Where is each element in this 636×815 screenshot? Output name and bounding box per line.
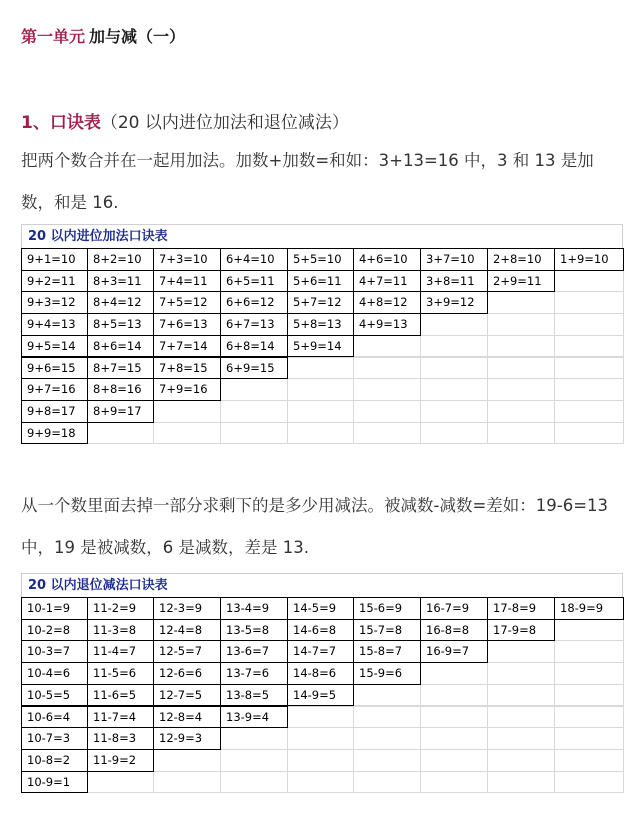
subtraction-formula-empty-cell [220,771,288,794]
addition-formula-empty-cell [287,422,354,445]
unit-heading [21,24,185,47]
addition-formula-empty-cell [153,400,221,423]
subtraction-formula-empty-cell [487,706,555,729]
subtraction-formula-cell: 13-7=6 [220,662,288,685]
subtraction-formula-cell: 14-9=5 [287,684,354,707]
addition-formula-empty-cell [554,335,624,358]
addition-formula-cell: 9+5=14 [21,335,88,358]
subtraction-formula-cell: 17-8=9 [487,597,555,620]
subtraction-formula-cell: 15-8=7 [353,640,421,663]
subtraction-formula-cell: 15-6=9 [353,597,421,620]
subtraction-formula-empty-cell [554,662,624,685]
subtraction-formula-cell: 10-1=9 [21,597,88,620]
subtraction-formula-empty-cell [353,749,421,772]
addition-formula-empty-cell [487,313,555,336]
addition-formula-empty-cell [420,422,488,445]
subtraction-formula-cell: 15-9=6 [353,662,421,685]
addition-formula-empty-cell [554,378,624,401]
addition-formula-empty-cell [487,400,555,423]
subtraction-formula-empty-cell [554,684,624,707]
subtraction-formula-cell: 12-6=6 [153,662,221,685]
subtraction-formula-cell: 13-9=4 [220,706,288,729]
addition-formula-cell: 8+8=16 [87,378,154,401]
subtraction-formula-empty-cell [487,640,555,663]
subtraction-formula-empty-cell [420,771,488,794]
subtraction-explanation: 从一个数里面去掉一部分求剩下的是多少用减法。被减数-减数=差如：19-6=13 中，19 是被减数，6 是减数，差是 13. [21,496,609,557]
subtraction-formula-empty-cell [487,771,555,794]
subtraction-formula-cell: 16-8=8 [420,619,488,642]
subtraction-formula-cell: 12-7=5 [153,684,221,707]
subtraction-formula-cell: 13-6=7 [220,640,288,663]
addition-formula-cell: 2+9=11 [487,270,555,293]
addition-formula-empty-cell [487,422,555,445]
subtraction-formula-cell: 11-8=3 [87,727,154,750]
addition-formula-empty-cell [554,422,624,445]
subtraction-formula-empty-cell [353,684,421,707]
addition-formula-cell: 2+8=10 [487,248,555,271]
addition-formula-cell: 8+6=14 [87,335,154,358]
section-title-sub: （20 以内进位加法和退位减法） [100,113,349,133]
subtraction-formula-cell: 11-3=8 [87,619,154,642]
addition-formula-empty-cell [487,357,555,380]
subtraction-formula-empty-cell [420,727,488,750]
addition-formula-cell: 7+7=14 [153,335,221,358]
addition-formula-empty-cell [353,422,421,445]
subtraction-formula-cell: 17-9=8 [487,619,555,642]
addition-formula-cell: 9+7=16 [21,378,88,401]
addition-formula-empty-cell [420,400,488,423]
addition-formula-cell: 5+6=11 [287,270,354,293]
subtraction-formula-cell: 10-2=8 [21,619,88,642]
addition-formula-cell: 1+9=10 [554,248,624,271]
subtraction-formula-cell: 12-5=7 [153,640,221,663]
subtraction-formula-cell: 10-6=4 [21,706,88,729]
addition-formula-cell: 9+8=17 [21,400,88,423]
addition-table [21,224,623,444]
addition-formula-empty-cell [220,422,288,445]
addition-formula-cell: 9+3=12 [21,291,88,314]
addition-formula-cell: 6+5=11 [220,270,288,293]
subtraction-formula-cell: 10-4=6 [21,662,88,685]
addition-formula-empty-cell [87,422,154,445]
subtraction-formula-empty-cell [487,749,555,772]
addition-formula-empty-cell [220,400,288,423]
addition-formula-cell: 7+9=16 [153,378,221,401]
addition-formula-cell: 8+3=11 [87,270,154,293]
addition-table-caption: 20 以内进位加法口诀表 [21,224,623,248]
addition-formula-cell: 9+6=15 [21,357,88,380]
subtraction-formula-cell: 10-7=3 [21,727,88,750]
addition-formula-empty-cell [487,335,555,358]
section-title [21,108,349,133]
subtraction-formula-empty-cell [554,640,624,663]
subtraction-formula-cell: 11-2=9 [87,597,154,620]
subtraction-formula-empty-cell [287,727,354,750]
addition-formula-empty-cell [353,335,421,358]
subtraction-formula-cell: 14-7=7 [287,640,354,663]
addition-formula-empty-cell [220,378,288,401]
subtraction-table [21,573,623,793]
subtraction-formula-empty-cell [487,727,555,750]
addition-formula-empty-cell [353,400,421,423]
addition-formula-empty-cell [487,378,555,401]
subtraction-formula-cell: 13-5=8 [220,619,288,642]
addition-formula-empty-cell [420,335,488,358]
unit-topic: 加与减（一） [89,27,186,46]
addition-formula-empty-cell [420,378,488,401]
subtraction-formula-cell: 14-5=9 [287,597,354,620]
subtraction-formula-cell: 11-7=4 [87,706,154,729]
subtraction-formula-empty-cell [220,727,288,750]
addition-formula-cell: 5+7=12 [287,291,354,314]
subtraction-formula-cell: 10-3=7 [21,640,88,663]
addition-explanation: 把两个数合并在一起用加法。加数+加数=和如：3+13=16 中，3 和 13 是加数，和是 16. [21,151,594,212]
addition-formula-cell: 3+8=11 [420,270,488,293]
subtraction-table-caption: 20 以内退位减法口诀表 [21,573,623,597]
subtraction-table-grid [21,597,623,793]
addition-formula-cell: 6+7=13 [220,313,288,336]
subtraction-formula-empty-cell [287,749,354,772]
addition-formula-cell: 7+4=11 [153,270,221,293]
addition-formula-empty-cell [554,313,624,336]
addition-table-grid [21,248,623,444]
subtraction-formula-empty-cell [420,749,488,772]
addition-formula-cell: 5+8=13 [287,313,354,336]
addition-formula-cell: 7+3=10 [153,248,221,271]
addition-formula-cell: 4+7=11 [353,270,421,293]
subtraction-formula-cell: 12-3=9 [153,597,221,620]
subtraction-formula-empty-cell [420,706,488,729]
subtraction-formula-empty-cell [554,706,624,729]
subtraction-formula-cell: 13-8=5 [220,684,288,707]
addition-formula-cell: 8+2=10 [87,248,154,271]
subtraction-formula-empty-cell [554,727,624,750]
addition-formula-empty-cell [487,291,555,314]
addition-formula-cell: 7+6=13 [153,313,221,336]
unit-label: 第一单元 [21,27,86,46]
subtraction-formula-cell: 14-8=6 [287,662,354,685]
addition-formula-empty-cell [420,357,488,380]
subtraction-formula-empty-cell [554,771,624,794]
addition-formula-cell: 7+8=15 [153,357,221,380]
subtraction-formula-empty-cell [353,706,421,729]
addition-formula-empty-cell [554,291,624,314]
subtraction-formula-cell: 11-4=7 [87,640,154,663]
addition-formula-cell: 6+6=12 [220,291,288,314]
subtraction-formula-empty-cell [153,749,221,772]
addition-formula-cell: 8+7=15 [87,357,154,380]
subtraction-formula-cell: 12-4=8 [153,619,221,642]
subtraction-formula-cell: 16-9=7 [420,640,488,663]
subtraction-formula-cell: 15-7=8 [353,619,421,642]
subtraction-formula-cell: 14-6=8 [287,619,354,642]
subtraction-formula-empty-cell [287,771,354,794]
addition-formula-cell: 7+5=12 [153,291,221,314]
subtraction-formula-empty-cell [87,771,154,794]
subtraction-formula-empty-cell [353,771,421,794]
addition-formula-cell: 8+5=13 [87,313,154,336]
addition-formula-cell: 4+6=10 [353,248,421,271]
subtraction-formula-cell: 10-9=1 [21,771,88,794]
addition-formula-cell: 4+9=13 [353,313,421,336]
addition-formula-empty-cell [353,357,421,380]
addition-formula-empty-cell [554,400,624,423]
subtraction-formula-cell: 10-5=5 [21,684,88,707]
subtraction-formula-cell: 11-9=2 [87,749,154,772]
subtraction-formula-cell: 11-5=6 [87,662,154,685]
subtraction-formula-cell: 10-8=2 [21,749,88,772]
addition-formula-empty-cell [287,378,354,401]
addition-formula-cell: 6+9=15 [220,357,288,380]
addition-formula-empty-cell [287,357,354,380]
addition-formula-empty-cell [153,422,221,445]
subtraction-formula-empty-cell [554,749,624,772]
addition-formula-cell: 3+7=10 [420,248,488,271]
subtraction-formula-empty-cell [153,771,221,794]
subtraction-formula-empty-cell [353,727,421,750]
addition-formula-empty-cell [554,357,624,380]
addition-formula-cell: 4+8=12 [353,291,421,314]
addition-formula-cell: 6+4=10 [220,248,288,271]
addition-formula-cell: 9+1=10 [21,248,88,271]
subtraction-formula-empty-cell [420,662,488,685]
section-title-main: 1、口诀表 [21,113,101,133]
subtraction-formula-cell: 12-8=4 [153,706,221,729]
addition-formula-cell: 8+9=17 [87,400,154,423]
addition-formula-empty-cell [287,400,354,423]
subtraction-formula-empty-cell [420,684,488,707]
subtraction-formula-cell: 13-4=9 [220,597,288,620]
addition-formula-cell: 5+9=14 [287,335,354,358]
addition-formula-cell: 9+2=11 [21,270,88,293]
subtraction-formula-cell: 11-6=5 [87,684,154,707]
subtraction-formula-empty-cell [487,662,555,685]
addition-formula-empty-cell [554,270,624,293]
subtraction-formula-empty-cell [220,749,288,772]
subtraction-formula-cell: 16-7=9 [420,597,488,620]
addition-formula-empty-cell [353,378,421,401]
subtraction-formula-empty-cell [487,684,555,707]
addition-formula-cell: 9+9=18 [21,422,88,445]
addition-formula-cell: 8+4=12 [87,291,154,314]
addition-formula-empty-cell [420,313,488,336]
subtraction-formula-cell: 18-9=9 [554,597,624,620]
addition-formula-cell: 3+9=12 [420,291,488,314]
subtraction-formula-empty-cell [554,619,624,642]
subtraction-formula-empty-cell [287,706,354,729]
addition-formula-cell: 9+4=13 [21,313,88,336]
addition-formula-cell: 5+5=10 [287,248,354,271]
addition-formula-cell: 6+8=14 [220,335,288,358]
subtraction-formula-cell: 12-9=3 [153,727,221,750]
